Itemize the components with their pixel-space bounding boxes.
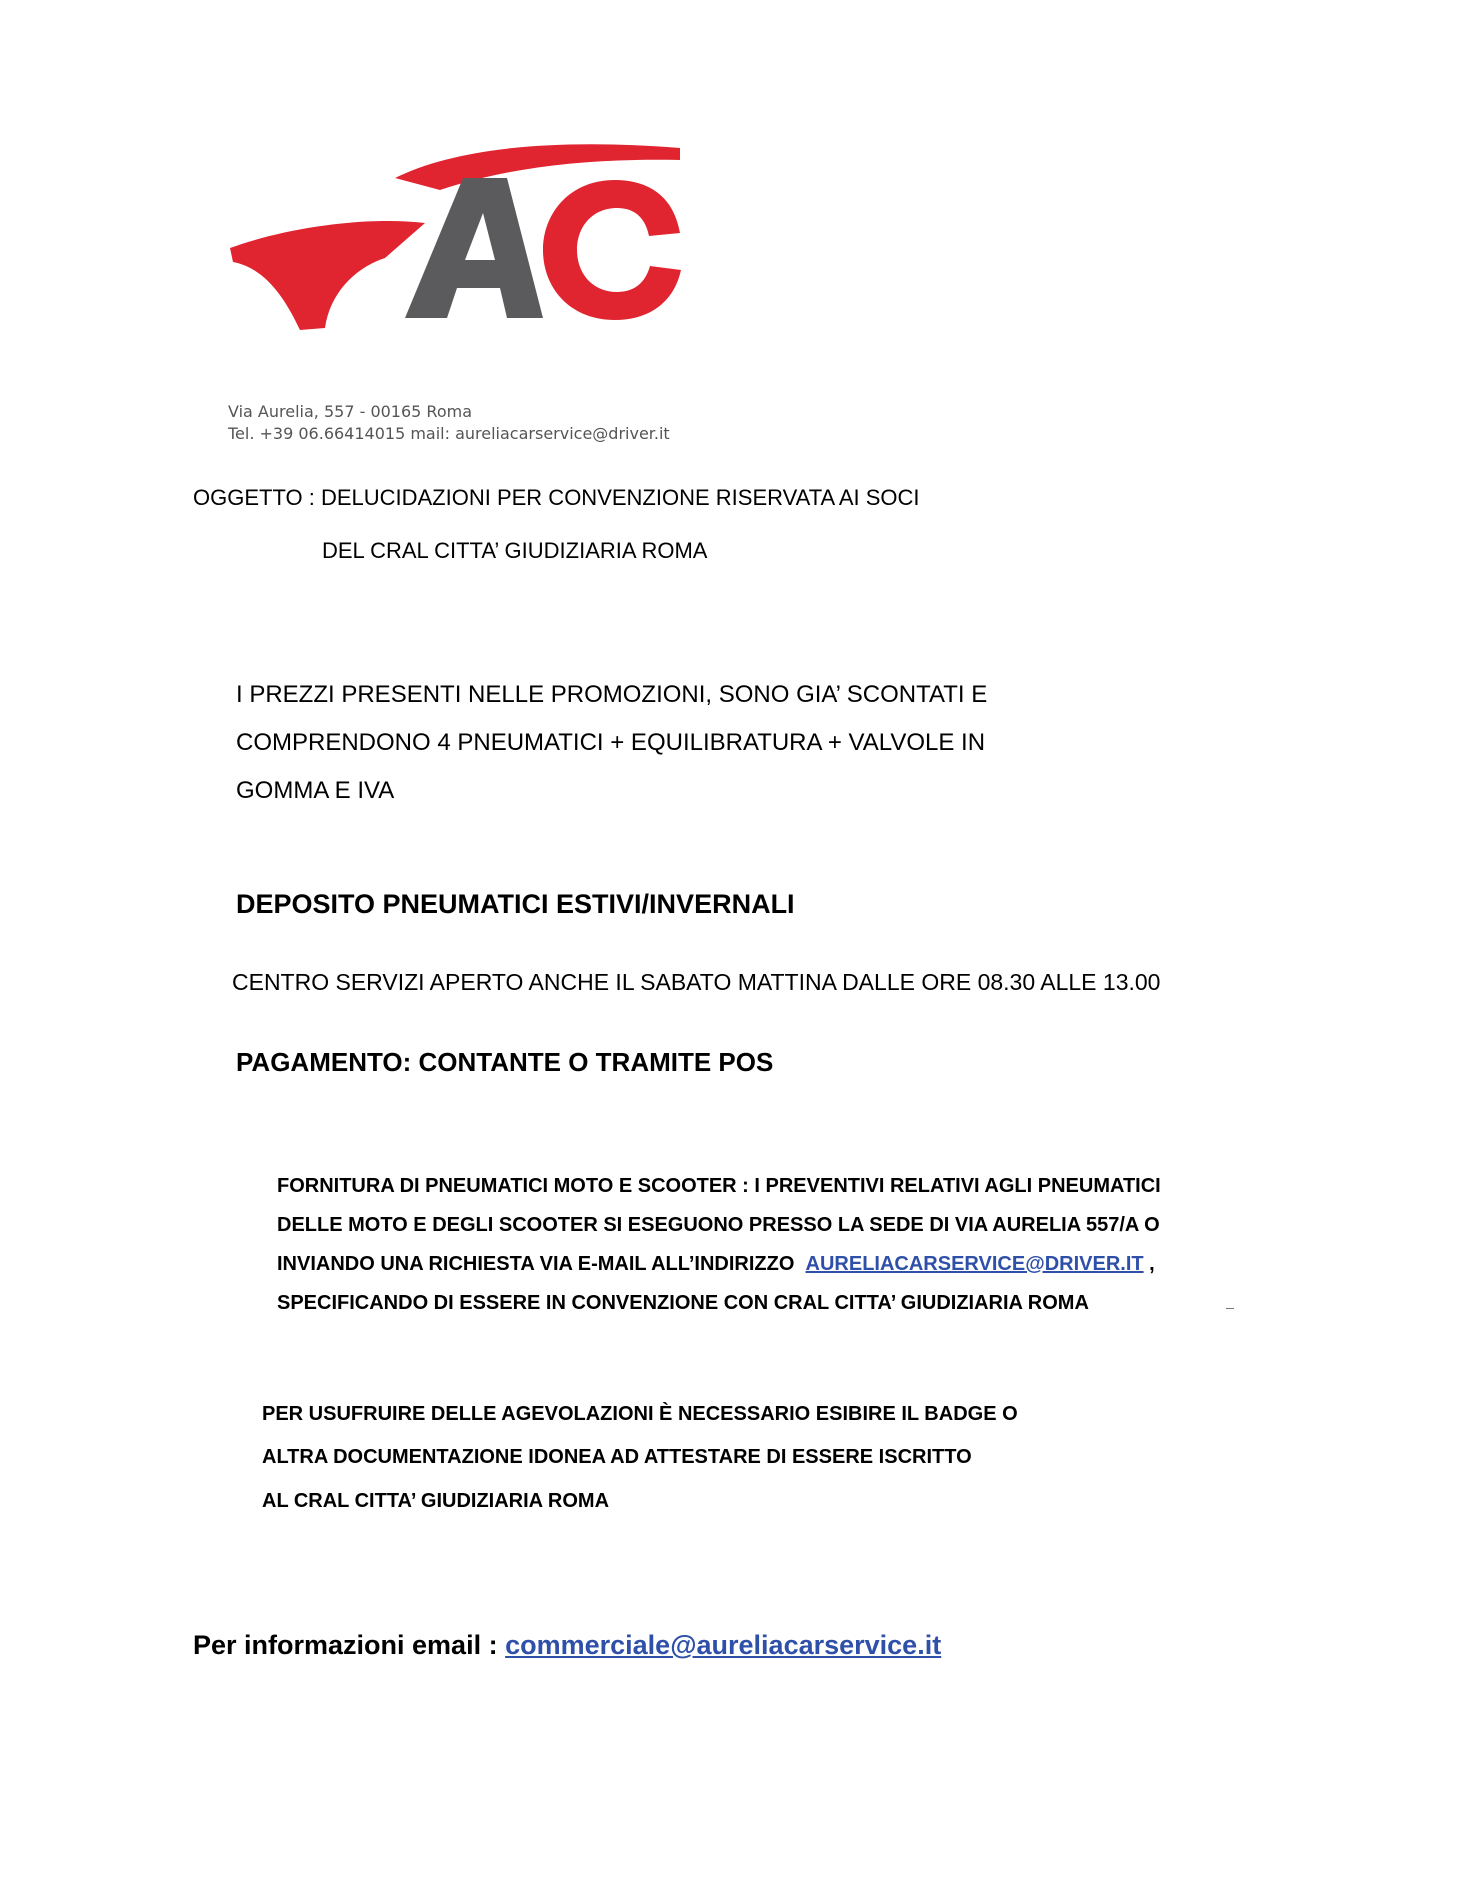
dash-mark	[1226, 1308, 1234, 1309]
logo-letter-c	[543, 180, 681, 320]
prices-line-3: GOMMA E IVA	[236, 777, 395, 804]
moto-line-3-suffix: ,	[1149, 1253, 1155, 1275]
commercial-email-link[interactable]: commerciale@aureliacarservice.it	[505, 1630, 942, 1660]
footer-info	[193, 1630, 941, 1661]
opening-hours: CENTRO SERVIZI APERTO ANCHE IL SABATO MATTINA DALLE ORE 08.30 ALLE 13.00	[232, 969, 1161, 995]
prices-line-2: COMPRENDONO 4 PNEUMATICI + EQUILIBRATURA + VALVOLE IN	[236, 729, 986, 756]
address-line-1: Via Aurelia, 557 - 00165 Roma	[228, 402, 472, 421]
driver-email-link[interactable]: AURELIACARSERVICE@DRIVER.IT	[805, 1253, 1144, 1275]
deposit-heading: DEPOSITO PNEUMATICI ESTIVI/INVERNALI	[236, 889, 795, 919]
badge-line-2: ALTRA DOCUMENTAZIONE IDONEA AD ATTESTARE DI ESSERE ISCRITTO	[262, 1446, 972, 1468]
subject-line-1: OGGETTO : DELUCIDAZIONI PER CONVENZIONE RISERVATA AI SOCI	[193, 485, 920, 510]
moto-line-3	[277, 1253, 1155, 1276]
moto-line-2: DELLE MOTO E DEGLI SCOOTER SI ESEGUONO PRESSO LA SEDE DI VIA AURELIA 557/A O	[277, 1214, 1160, 1236]
logo-letter-a	[405, 178, 543, 318]
prices-line-1: I PREZZI PRESENTI NELLE PROMOZIONI, SONO GIA’ SCONTATI E	[236, 681, 988, 708]
footer-label: Per informazioni email :	[193, 1630, 498, 1660]
moto-line-1: FORNITURA DI PNEUMATICI MOTO E SCOOTER : I PREVENTIVI RELATIVI AGLI PNEUMATICI	[277, 1175, 1161, 1197]
company-logo	[225, 138, 685, 338]
badge-line-1: PER USUFRUIRE DELLE AGEVOLAZIONI È NECESSARIO ESIBIRE IL BADGE O	[262, 1403, 1018, 1425]
moto-line-4: SPECIFICANDO DI ESSERE IN CONVENZIONE CON CRAL CITTA’ GIUDIZIARIA ROMA	[277, 1292, 1089, 1314]
address-line-2: Tel. +39 06.66414015 mail: aureliacarservice@driver.it	[228, 424, 670, 443]
moto-line-3-prefix: INVIANDO UNA RICHIESTA VIA E-MAIL ALL’INDIRIZZO	[277, 1253, 795, 1275]
payment-heading: PAGAMENTO: CONTANTE O TRAMITE POS	[236, 1047, 774, 1077]
logo-wing-left	[230, 221, 425, 330]
badge-line-3: AL CRAL CITTA’ GIUDIZIARIA ROMA	[262, 1490, 610, 1512]
subject-line-2: DEL CRAL CITTA’ GIUDIZIARIA ROMA	[322, 538, 708, 563]
